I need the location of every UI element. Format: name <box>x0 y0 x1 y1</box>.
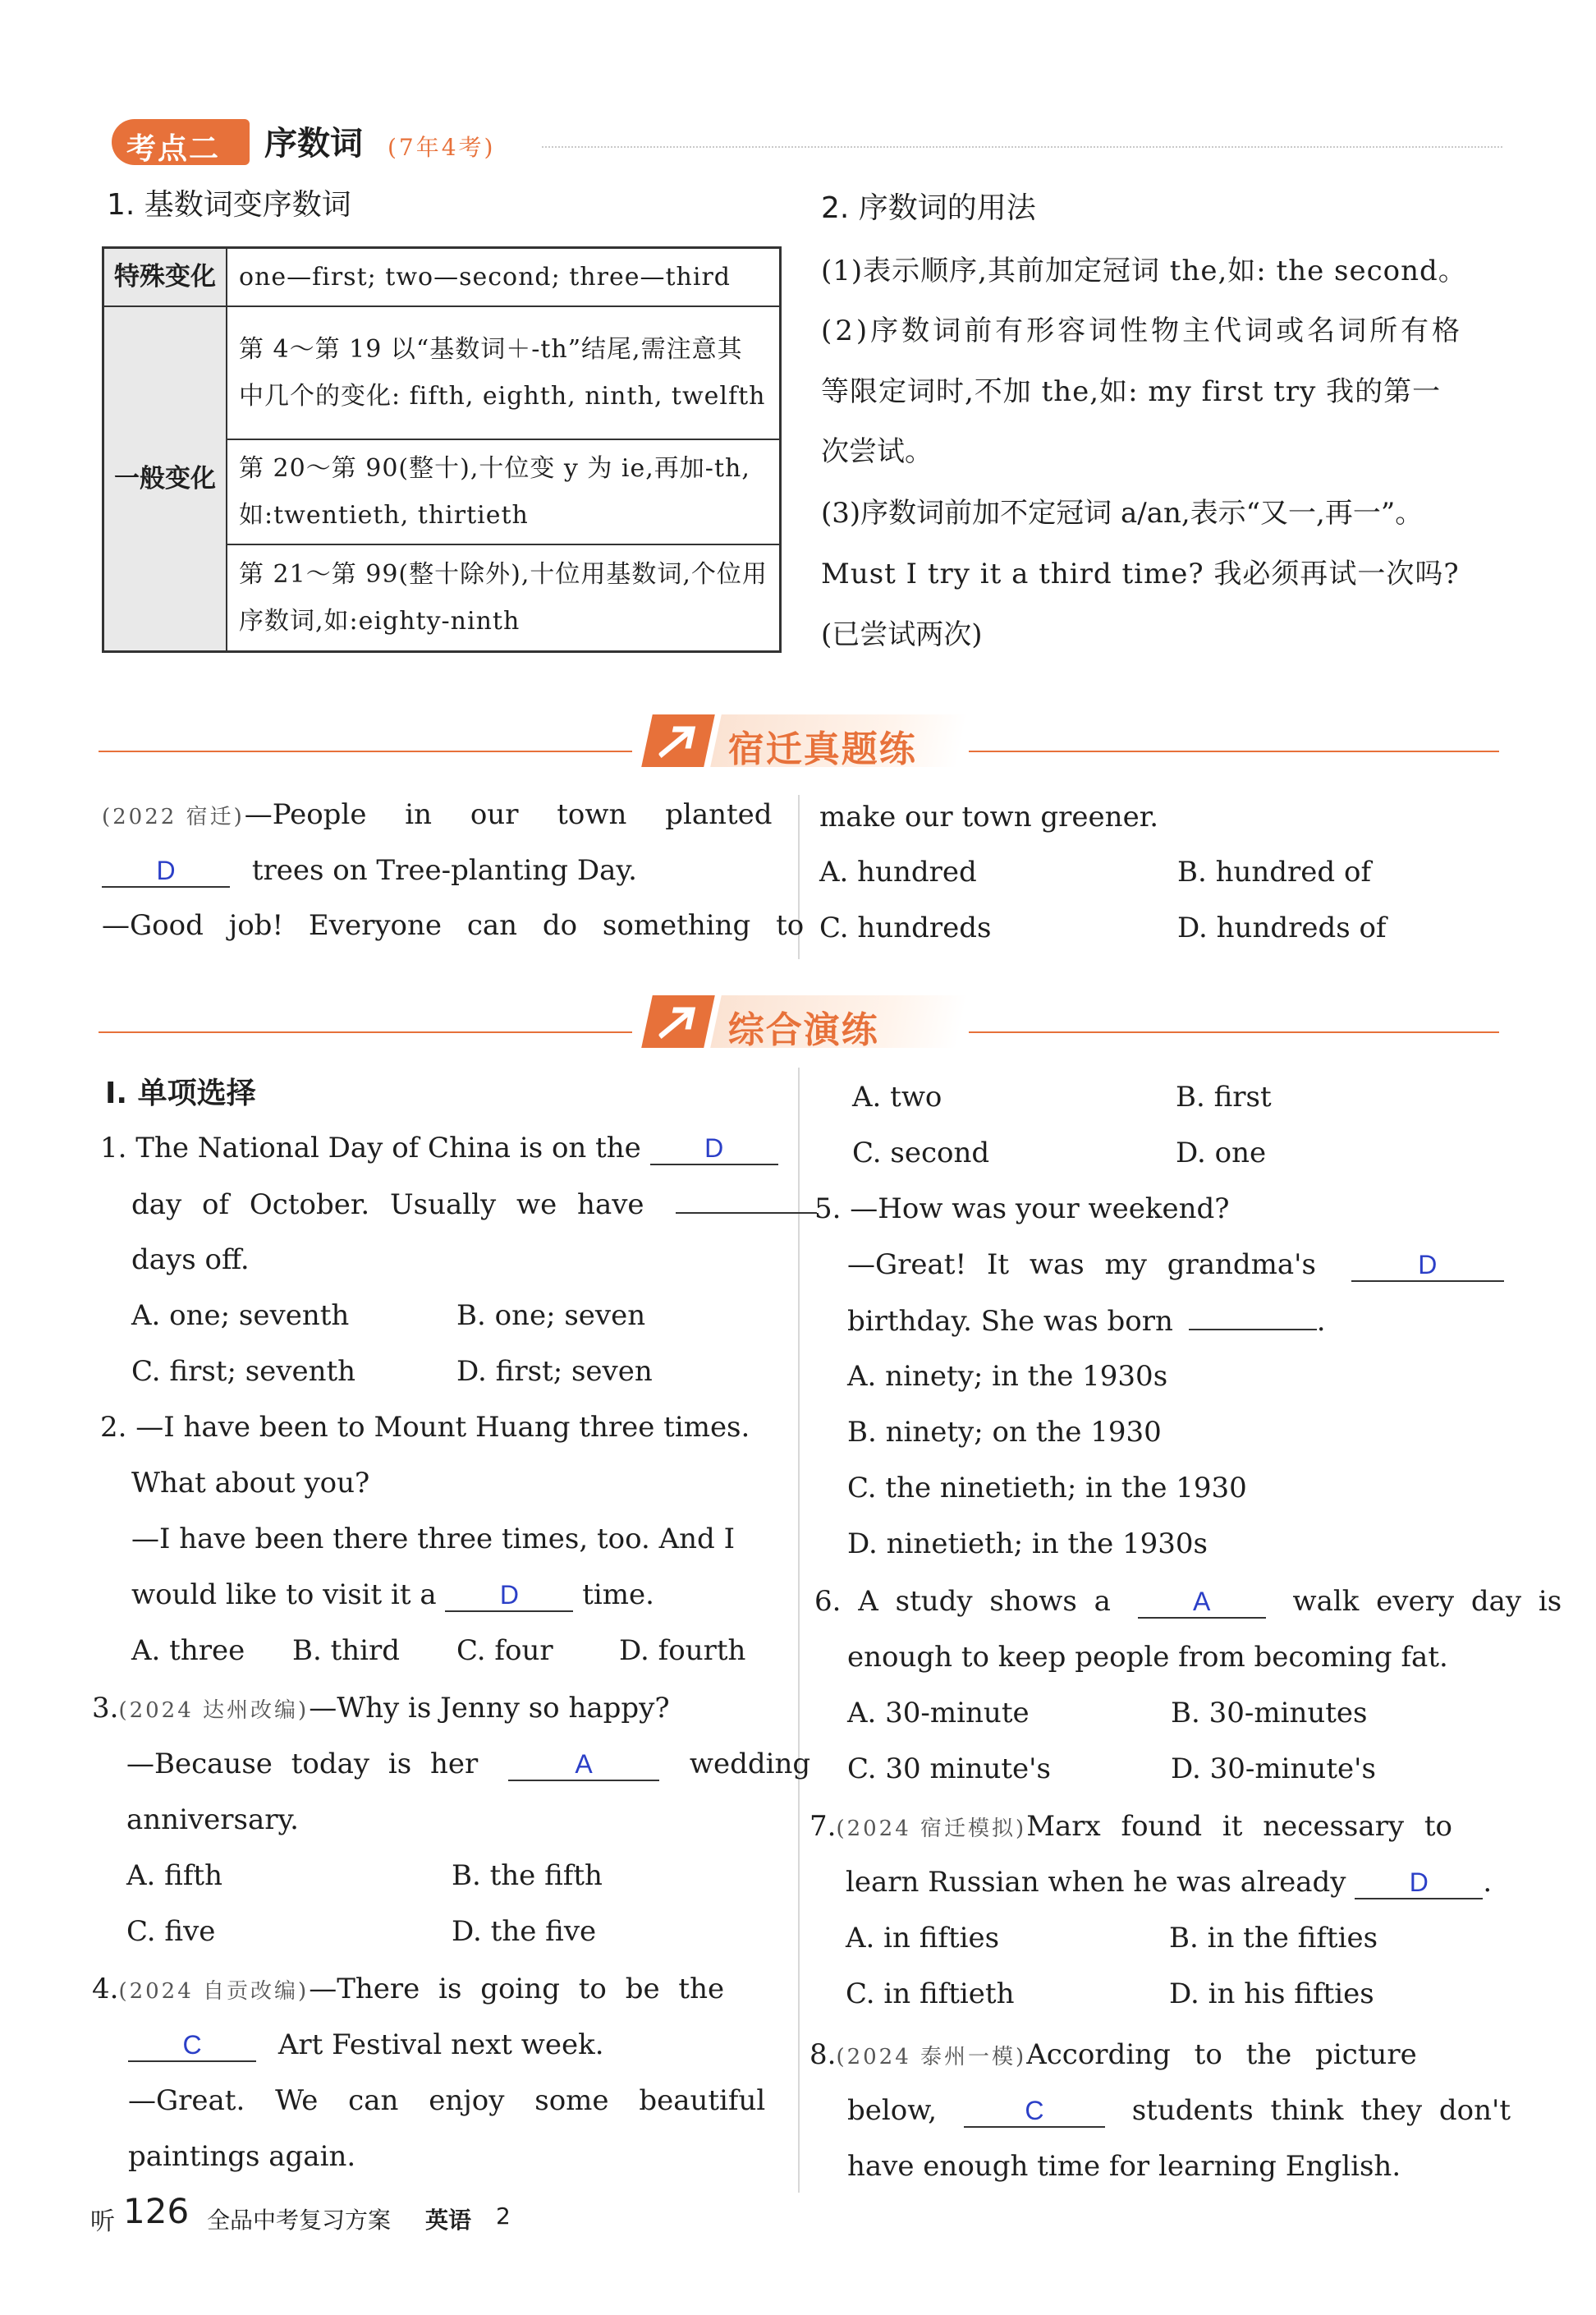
question-text: Marx found it necessary to <box>1026 1810 1453 1843</box>
usage-line: (1)表示顺序,其前加定冠词 the,如: the second。 <box>821 255 1467 287</box>
option-d: D. the five <box>452 1915 597 1948</box>
left-block-title: 1. 基数词变序数词 <box>107 188 351 222</box>
topic-badge <box>112 119 250 165</box>
option-b: B. first <box>1176 1081 1272 1114</box>
question-number: 3. <box>92 1692 119 1725</box>
row-label-special: 特殊变化 <box>103 248 227 307</box>
banner-rule-right <box>969 751 1499 752</box>
row-label-general: 一般变化 <box>103 306 227 652</box>
question-source: (2024 达州改编) <box>118 1698 310 1723</box>
option-b: B. ninety; on the 1930 <box>847 1416 1162 1449</box>
ordinal-rule-table <box>102 246 782 653</box>
question-line <box>100 1132 778 1165</box>
question-text: have enough time for learning English. <box>847 2150 1401 2183</box>
column-divider <box>798 1068 800 2193</box>
option-a: A. ninety; in the 1930s <box>847 1360 1168 1393</box>
option-c: C. hundreds <box>819 912 992 944</box>
question-source: (2024 自贡改编) <box>118 1979 310 2004</box>
question-text: —Why is Jenny so happy? <box>309 1692 670 1725</box>
question-text: According to the picture <box>1026 2038 1417 2071</box>
question-number: 5. <box>814 1192 842 1225</box>
row-text: 第 4～第 19 以“基数词＋-th”结尾,需注意其中几个的变化: fifth, eighth, ninth, twelfth <box>227 306 781 439</box>
question-text: day of October. Usually we have <box>131 1188 644 1221</box>
question-line <box>126 1748 810 1781</box>
question-text: . <box>1316 1305 1326 1338</box>
question-source: (2022 宿迁) <box>102 805 245 829</box>
question-text: —People in our town planted <box>244 798 773 831</box>
question-line <box>809 1810 1452 1844</box>
answer-blank: A <box>1138 1586 1266 1619</box>
banner-rule-left <box>99 751 632 752</box>
question-text: wedding <box>689 1748 811 1780</box>
question-text: trees on Tree-planting Day. <box>251 854 637 887</box>
option-b: B. one; seven <box>456 1299 646 1332</box>
option-d: D. hundreds of <box>1177 912 1387 944</box>
option-a: A. in fifties <box>846 1922 1000 1954</box>
question-line <box>814 1192 1230 1226</box>
question-text: —I have been to Mount Huang three times. <box>135 1411 750 1444</box>
right-block-title: 2. 序数词的用法 <box>821 191 1036 225</box>
question-text: time. <box>582 1578 654 1611</box>
question-line <box>847 2094 1511 2128</box>
question-source: (2024 泰州一模) <box>836 2045 1027 2069</box>
question-text: —Good job! Everyone can do something to <box>102 909 805 942</box>
option-c: C. the ninetieth; in the 1930 <box>847 1472 1247 1504</box>
footer-subject: 英语 <box>425 2207 472 2234</box>
footer-prefix: 听 <box>90 2207 115 2236</box>
question-text: —I have been there three times, too. And I <box>131 1523 736 1555</box>
row-text: 第 21～第 99(整十除外),十位用基数词,个位用序数词,如:eighty-ninth <box>227 544 781 652</box>
question-text: birthday. She was born <box>847 1305 1173 1338</box>
usage-line: 次尝试。 <box>821 435 933 468</box>
usage-line: (3)序数词前加不定冠词 a/an,表示“又一,再一”。 <box>821 497 1424 530</box>
option-c: C. first; seventh <box>131 1355 356 1388</box>
answer-blank: D <box>650 1132 778 1165</box>
usage-line: Must I try it a third time? 我必须再试一次吗? <box>821 558 1460 590</box>
question-text: learn Russian when he was already <box>846 1866 1346 1899</box>
question-text: paintings again. <box>128 2140 356 2173</box>
banner-rule-left <box>99 1031 632 1033</box>
page-number: 126 <box>123 2191 190 2231</box>
question-line <box>809 2038 1417 2072</box>
question-line <box>92 1973 724 2006</box>
question-text: —Great! It was my grandma's <box>847 1248 1316 1281</box>
question-line <box>128 2028 604 2062</box>
empty-blank <box>1189 1304 1317 1330</box>
option-d: D. fourth <box>619 1634 746 1667</box>
question-line <box>131 1187 817 1222</box>
option-d: D. first; seven <box>456 1355 653 1388</box>
option-a: A. two <box>852 1081 942 1114</box>
question-number: 1. <box>100 1132 127 1164</box>
row-text: one—first; two—second; three—third <box>227 248 781 307</box>
option-c: C. five <box>126 1915 216 1948</box>
question-text: —Because today is her <box>126 1748 479 1780</box>
empty-blank <box>676 1187 817 1214</box>
option-b: B. third <box>292 1634 401 1667</box>
section-banner-title: 综合演练 <box>727 1009 879 1051</box>
answer-blank: A <box>508 1748 659 1781</box>
option-c: C. second <box>852 1137 990 1169</box>
question-text: enough to keep people from becoming fat. <box>847 1641 1448 1674</box>
question-line <box>847 1304 1326 1339</box>
option-b: B. hundred of <box>1177 856 1372 889</box>
answer-blank: C <box>964 2095 1105 2128</box>
question-line <box>102 798 773 832</box>
row-text: 第 20～第 90(整十),十位变 y 为 ie,再加-th,如:twentieth, thirtieth <box>227 439 781 544</box>
answer-blank: D <box>1351 1249 1504 1282</box>
question-number: 7. <box>809 1810 837 1843</box>
option-a: A. three <box>131 1634 245 1667</box>
question-text: below, <box>847 2094 938 2127</box>
usage-line: (2)序数词前有形容词性物主代词或名词所有格 <box>821 315 1464 347</box>
option-d: D. ninetieth; in the 1930s <box>847 1527 1208 1560</box>
option-c: C. 30 minute's <box>847 1752 1051 1785</box>
option-a: A. one; seventh <box>131 1299 350 1332</box>
option-b: B. 30-minutes <box>1171 1697 1368 1729</box>
question-text: . <box>1483 1866 1493 1899</box>
usage-line: (已尝试两次) <box>821 618 983 651</box>
answer-blank: D <box>102 855 230 888</box>
question-line <box>846 1866 1492 1899</box>
topic-title: 序数词 <box>264 125 363 163</box>
table-row <box>103 306 781 439</box>
option-c: C. in fiftieth <box>846 1977 1015 2010</box>
option-c: C. four <box>456 1634 553 1667</box>
question-text: days off. <box>131 1243 250 1276</box>
question-line <box>102 854 637 888</box>
question-text: A study shows a <box>858 1585 1111 1618</box>
question-line <box>847 1248 1504 1282</box>
section-banner-suqian <box>647 714 975 770</box>
section-banner-title: 宿迁真题练 <box>727 728 917 770</box>
question-number: 4. <box>92 1973 119 2005</box>
option-a: A. hundred <box>819 856 977 889</box>
answer-blank: C <box>128 2029 256 2062</box>
banner-rule-right <box>969 1031 1499 1033</box>
option-d: D. 30-minute's <box>1171 1752 1376 1785</box>
question-source: (2024 宿迁模拟) <box>836 1817 1027 1841</box>
topic-frequency: (7年4考) <box>388 134 496 161</box>
option-a: A. fifth <box>126 1859 222 1892</box>
question-line <box>92 1692 670 1725</box>
question-number: 2. <box>100 1411 127 1444</box>
answer-blank: D <box>445 1579 573 1612</box>
arrow-icon <box>641 995 715 1048</box>
question-text: What about you? <box>131 1467 370 1500</box>
option-d: D. one <box>1176 1137 1267 1169</box>
question-number: 8. <box>809 2038 837 2071</box>
question-text: walk every day is <box>1292 1585 1562 1618</box>
option-b: B. the fifth <box>452 1859 603 1892</box>
footer-book-title: 全品中考复习方案 <box>207 2207 392 2234</box>
header-dotted-rule <box>542 146 1502 148</box>
question-text: make our town greener. <box>819 801 1159 834</box>
option-d: D. in his fifties <box>1169 1977 1374 2010</box>
option-b: B. in the fifties <box>1169 1922 1378 1954</box>
section-banner-practice <box>647 995 975 1051</box>
question-text: —Great. We can enjoy some beautiful <box>128 2084 766 2117</box>
part-heading: Ⅰ. 单项选择 <box>105 1077 256 1110</box>
option-a: A. 30-minute <box>847 1697 1030 1729</box>
question-text: —There is going to be the <box>309 1973 725 2005</box>
question-number: 6. <box>814 1585 842 1618</box>
question-text: Art Festival next week. <box>277 2028 604 2061</box>
question-text: students think they don't <box>1131 2094 1511 2127</box>
table-row <box>103 248 781 307</box>
usage-line: 等限定词时,不加 the,如: my first try 我的第一 <box>821 375 1442 408</box>
question-text: would like to visit it a <box>131 1578 437 1611</box>
question-line <box>131 1578 654 1612</box>
question-text: The National Day of China is on the <box>135 1132 641 1164</box>
answer-blank: D <box>1355 1867 1483 1899</box>
question-line <box>814 1585 1562 1619</box>
question-line <box>100 1411 750 1445</box>
question-text: —How was your weekend? <box>850 1192 1230 1225</box>
arrow-icon <box>641 714 715 767</box>
footer-volume: 2 <box>496 2202 511 2230</box>
question-text: anniversary. <box>126 1803 299 1836</box>
topic-badge-label: 考点二 <box>126 132 221 166</box>
